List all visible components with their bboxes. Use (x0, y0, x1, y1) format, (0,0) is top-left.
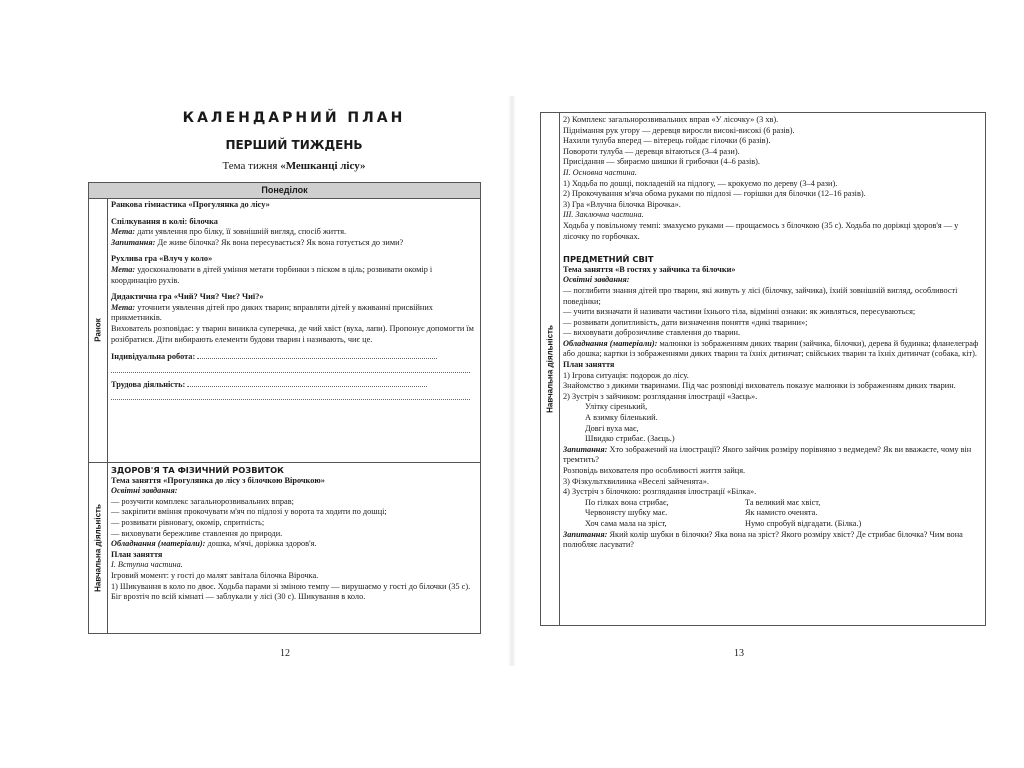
right-page (524, 96, 1000, 676)
gym-title: Ранкова гімнастика «Прогулянка до лісу» (111, 200, 270, 209)
pe-topic: Тема заняття «Прогулянка до лісу з білочкою Вірочкою» (111, 475, 325, 485)
squirrel-poem: По гілках вона стрибає, Червоняcту шубку має. Хоч сама мала на зріст, Та великий має хвіст, Як намисто оченята. Нумо спробуй відгадати. (Білка.) (585, 497, 862, 528)
individual-work-label: Індивідуальна робота: (111, 352, 196, 362)
morning-section (89, 198, 480, 462)
game2-title: Дидактична гра «Чий? Чия? Чиє? Чиї?» (111, 292, 264, 302)
class-side-label-right: Навчальна діяльність (541, 113, 560, 625)
hare-poem: Улітку сіренький, А взимку біленький. Довгі вуха має, Швидко стрибає. (Заєць.) (585, 402, 675, 444)
labor-label: Трудова діяльність: (111, 379, 186, 389)
page-number-left: 12 (280, 648, 290, 659)
morning-content: Ранкова гімнастика «Прогулянка до лісу» Спілкування в колі: білочка Мета: дати уявлення про білку, її зовнішній вигляд, спосіб життя. Запитання: Де живе білочка? Як вона пересувається? Як вона готується до зими? Рухлива гра «Влуч у коло» Мета: удосконалювати в дітей уміння метати торбинки з піском в ціль; розвивати окомір і координацію рухів. Дидактична гра «Чий? Чия? Чиє? Чиї?» Мета: уточнити уявлення дітей про диких тварин; вправляти дітей у вживанні присвійних прикметників. Вихователь розповідає: у тварин виникла суперечка, де чий хвіст (вуха, лапи). Пропонує допомогти їм розібратися. Діти вибирають елементи будови тварин і називають, чиє це. Індивідуальна робота: Трудова діяльність: (111, 200, 476, 400)
world-topic: Тема заняття «В гостях у зайчика та білочки» (563, 264, 736, 274)
class-side-label: Навчальна діяльність (89, 463, 108, 633)
game2-text: Вихователь розповідає: у тварин виникла суперечка, де чий хвіст (вуха, лапи). Пропонує допомогти їм розібратися. Діти вибирають елементи будови тварин і називають, чиє це. (111, 323, 474, 344)
day-header: Понеділок (89, 183, 480, 199)
obs-title: Спілкування в колі: білочка (111, 216, 218, 226)
page-title: КАЛЕНДАРНИЙ ПЛАН (182, 110, 406, 126)
plan-table-left (88, 182, 481, 634)
week-topic-name: «Мешканці лісу» (280, 160, 366, 172)
book-spine (508, 96, 516, 666)
week-title: ПЕРШИЙ ТИЖДЕНЬ (225, 138, 363, 152)
class-section-right (541, 113, 985, 625)
game1-title: Рухлива гра «Влуч у коло» (111, 254, 213, 264)
class-section (89, 462, 480, 633)
plan-table-right (540, 112, 986, 626)
week-topic-label: Тема тижня (222, 160, 281, 172)
morning-side-label: Ранок (89, 198, 108, 462)
class-content-right: 2) Комплекс загальнорозвивальних вправ «У лісочку» (3 хв). Піднімання рук угору — деревця виросли високі-високі (6 разів). Нахили тулуба вперед — вітерець гойдає гілочки (6 разів). Повороти тулуба — деревця вітаються (3–4 рази). Присідання — збираємо шишки й грибочки (4–6 разів). II. Основна частина. 1) Ходьба по дошці, покладеній на підлогу, — крокуємо по дереву (3–4 рази). 2) Прокочування м'яча обома руками по підлозі — горішки для білочки (12–16 разів). 3) Гра «Влучна білочка Вірочка». III. Заключна частина. Ходьба у повільному темпі: змахуємо руками — прощаємось з білочкою (35 с). Ходьба по доріжці здоров'я — у лісочку по горбочках. ПРЕДМЕТНИЙ СВІТ Тема заняття «В гостях у зайчика та білочки» Освітні завдання: — поглибити знання дітей про тварин, які живуть у лісі (білочку, зайчика), їхній зовнішній вигляд, особливості поведінки; — учити визначати й називати частини їхнього тіла, відмінні ознаки: як живляться, пересуваються; — розвивати допитливість, дати визначення поняття «дикі тварини»; — виховувати доброзичливе ставлення до тварин. Обладнання (матеріали): малюнки із зображенням диких тварин (зайчика, білочки), дерева й будинка; фланелеграф або дошка; картки із зображеннями диких тварин та їхніх дитинчат; свійських тварин та їхніх дитинчат (собака, кіт). План заняття 1) Ігрова ситуація: подорож до лісу. Знайомство з дикими тваринами. Під час розповіді вихователь показує малюнки із зображенням диких тварин. 2) Зустріч з зайчиком: розглядання ілюстрації «Заєць». Улітку сіренький, А взимку біленький. Довгі вуха має, Швидко стрибає. (Заєць.) Запитання: Хто зображений на ілюстрації? Якого зайчик розміру порівняно з ведмедем? Як ви вважаєте, чому він тремтить? Розповідь вихователя про особливості життя зайця. 3) Фізкультхвилинка «Веселі зайченята». 4) Зустріч з білочкою: розглядання ілюстрації «Білка». По гілках вона стрибає, Червоняcту шубку має. Хоч сама мала на зріст, Та великий має хвіст, Як намисто оченята. Нумо спробуй відгадати. (Білка.) Запитання: Який колір шубки в білочки? Яка вона на зріст? Якого розміру хвіст? Де стрибає білочка? Чим вона полюбляє ласувати? (563, 115, 981, 551)
page-number-right: 13 (734, 648, 744, 659)
class-content: ЗДОРОВ'Я ТА ФІЗИЧНИЙ РОЗВИТОК Тема заняття «Прогулянка до лісу з білочкою Вірочкою» Освітні завдання: — розучити комплекс загальнорозвивальних вправ; — закріпити вміння прокочувати м'яч по підлозі у ворота та ходити по дошці; — розвивати рівновагу, окомір, спритність; — виховувати бережливе ставлення до природи. Обладнання (матеріали): дошка, м'ячі, доріжка здоров'я. План заняття I. Вступна частина. Ігровий момент: у гості до малят завітала білочка Вірочка. 1) Шикування в коло по двоє. Ходьба парами зі зміною темпу — вирушаємо у гості до білочки (35 с). Біг врозтіч по всій кімнаті — заблукали у лісі (30 с). Шикування в коло. (111, 465, 476, 603)
week-topic (94, 160, 494, 172)
world-heading: ПРЕДМЕТНИЙ СВІТ (563, 254, 654, 265)
left-page (24, 96, 500, 676)
pe-heading: ЗДОРОВ'Я ТА ФІЗИЧНИЙ РОЗВИТОК (111, 465, 284, 475)
